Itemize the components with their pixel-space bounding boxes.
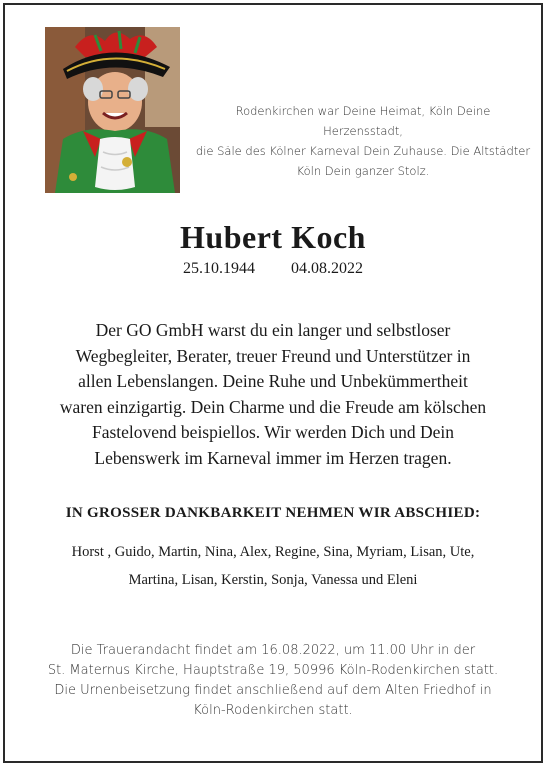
tribute-line: Wegbegleiter, Berater, treuer Freund und Unterstützer in [75, 345, 471, 366]
death-date: 04.08.2022 [291, 260, 363, 277]
motto-line: die Säle des Kölner Karneval Dein Zuhause. Die Altstädter [195, 144, 531, 158]
mourners-list [25, 538, 521, 594]
tribute-line: Lebenswerk im Karneval immer im Herzen tragen. [94, 447, 452, 468]
tribute-line: Fastelovend beispiellos. Wir werden Dich und Dein [91, 422, 455, 442]
motto-line: Rodenkirchen war Deine Heimat, Köln Deine Herzensstadt, [235, 104, 491, 138]
birth-date: 25.10.1944 [183, 260, 255, 277]
tribute-line: allen Lebenslangen. Deine Ruhe und Unbekümmertheit [78, 371, 468, 391]
service-details [25, 641, 521, 721]
mourners-line: Martina, Lisan, Kerstin, Sonja, Vanessa und Eleni [128, 572, 418, 588]
tribute-line: Der GO GmbH warst du ein langer und selbstloser [95, 320, 451, 340]
motto-text [195, 101, 531, 181]
tribute-text [35, 318, 511, 471]
service-line: Die Urnenbeisetzung findet anschließend auf dem Alten Friedhof in [54, 683, 492, 698]
portrait-photo [45, 27, 180, 193]
deceased-name: Hubert Koch [180, 219, 366, 255]
service-line: Die Trauerandacht findet am 16.08.2022, um 11.00 Uhr in der [70, 643, 476, 658]
tribute-line: waren einzigartig. Dein Charme und die Freude am kölschen [59, 396, 487, 417]
motto-line: Köln Dein ganzer Stolz. [296, 164, 430, 178]
mourners-line: Horst , Guido, Martin, Nina, Alex, Regine, Sina, Myriam, Lisan, Ute, [71, 544, 475, 560]
life-dates [5, 260, 541, 278]
service-line: Köln-Rodenkirchen statt. [193, 703, 353, 718]
obituary-card [3, 3, 543, 763]
farewell-heading: IN GROSSER DANKBARKEIT NEHMEN WIR ABSCHIED: [65, 505, 481, 521]
service-line: St. Maternus Kirche, Hauptstraße 19, 50996 Köln-Rodenkirchen statt. [47, 663, 499, 678]
